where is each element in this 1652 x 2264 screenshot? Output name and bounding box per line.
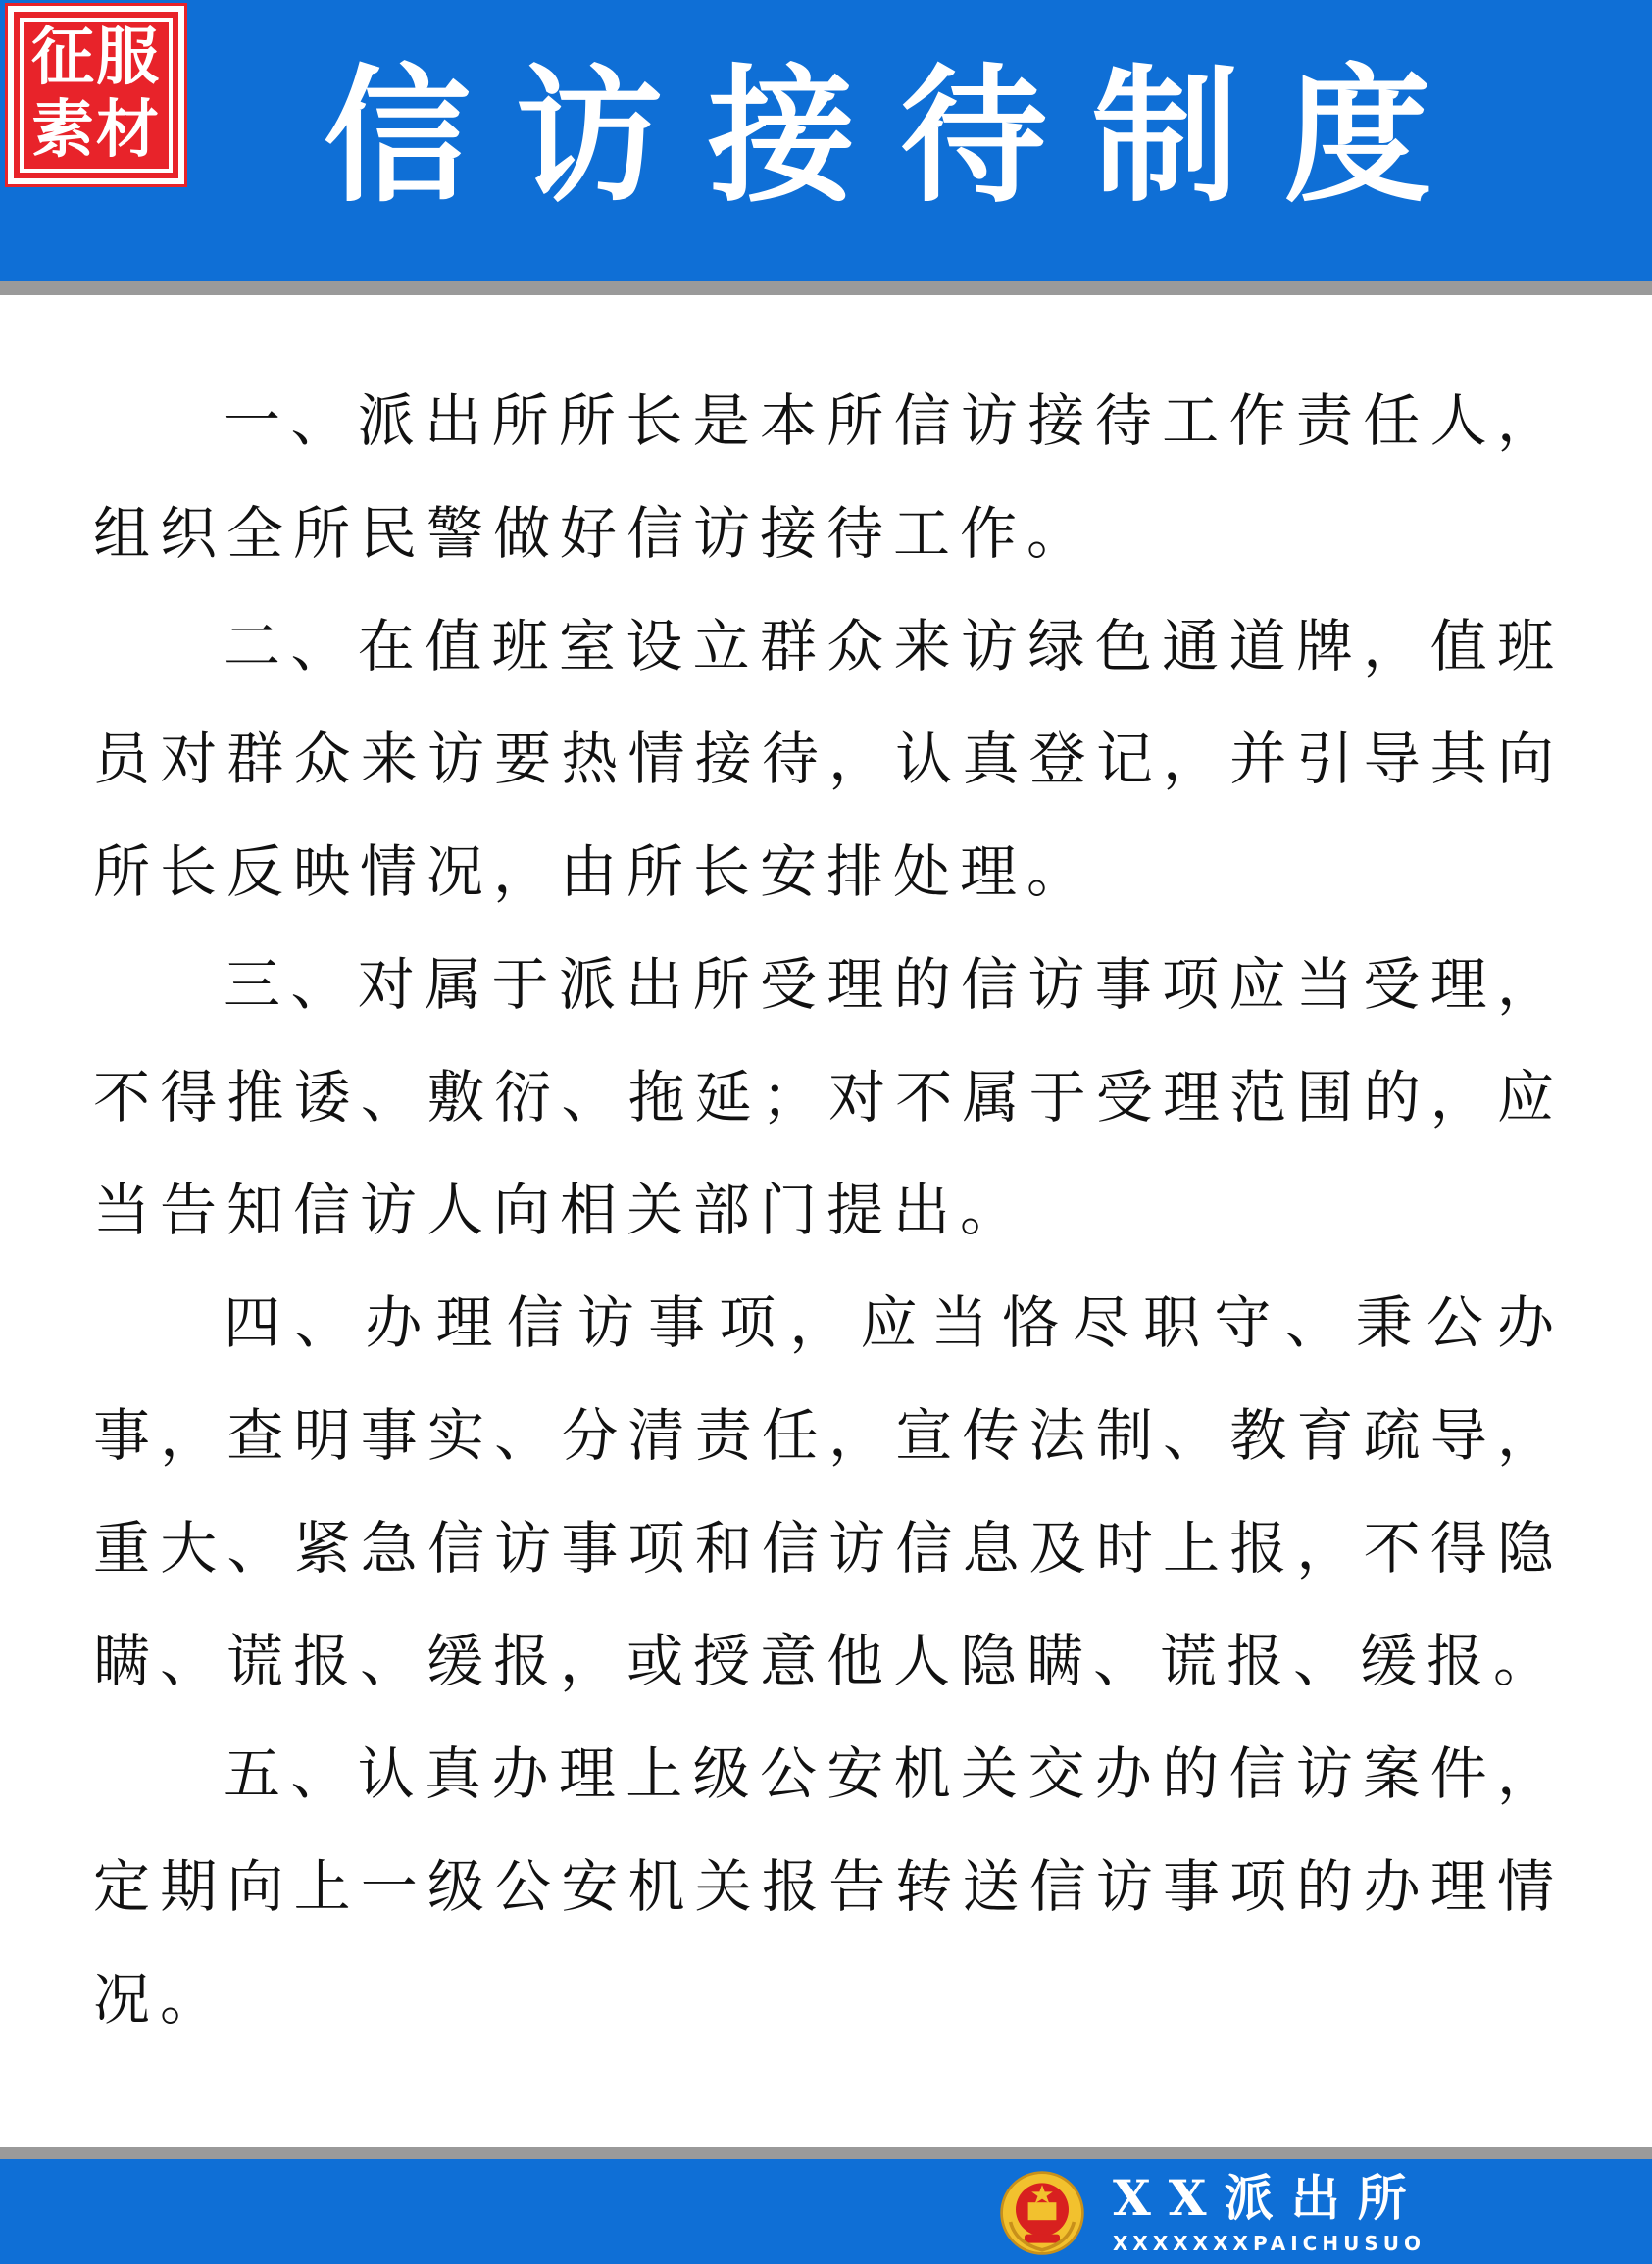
regulation-item-2: 二、在值班室设立群众来访绿色通道牌，值班员对群众来访要热情接待，认真登记，并引导其向所长反映情况，由所长安排处理。 bbox=[93, 613, 1564, 905]
page-title: 信访接待制度 bbox=[324, 52, 1477, 223]
regulation-item-3: 三、对属于派出所受理的信访事项应当受理，不得推诿、敷衍、拖延；对不属于受理范围的，应当告知信访人向相关部门提出。 bbox=[93, 951, 1564, 1243]
stamp-line-2: 素材 bbox=[31, 94, 161, 167]
footer-divider bbox=[0, 2147, 1652, 2159]
organization-name: XX派出所 bbox=[1113, 2169, 1425, 2227]
header-divider bbox=[0, 281, 1652, 295]
watermark-stamp bbox=[8, 6, 184, 184]
organization-pinyin: XXXXXXXPAICHUSUO bbox=[1113, 2232, 1426, 2255]
regulation-body bbox=[93, 365, 1564, 2056]
police-emblem-icon bbox=[998, 2169, 1086, 2257]
regulation-item-1: 一、派出所所长是本所信访接待工作责任人，组织全所民警做好信访接待工作。 bbox=[93, 387, 1564, 567]
header-banner bbox=[0, 0, 1652, 281]
regulation-item-5: 五、认真办理上级公安机关交办的信访案件，定期向上一级公安机关报告转送信访事项的办理情况。 bbox=[93, 1740, 1564, 2033]
stamp-line-1: 征服 bbox=[31, 22, 161, 94]
regulation-item-4: 四、办理信访事项，应当恪尽职守、秉公办事，查明事实、分清责任，宣传法制、教育疏导，重大、紧急信访事项和信访信息及时上报，不得隐瞒、谎报、缓报，或授意他人隐瞒、谎报、缓报。 bbox=[93, 1289, 1564, 1694]
